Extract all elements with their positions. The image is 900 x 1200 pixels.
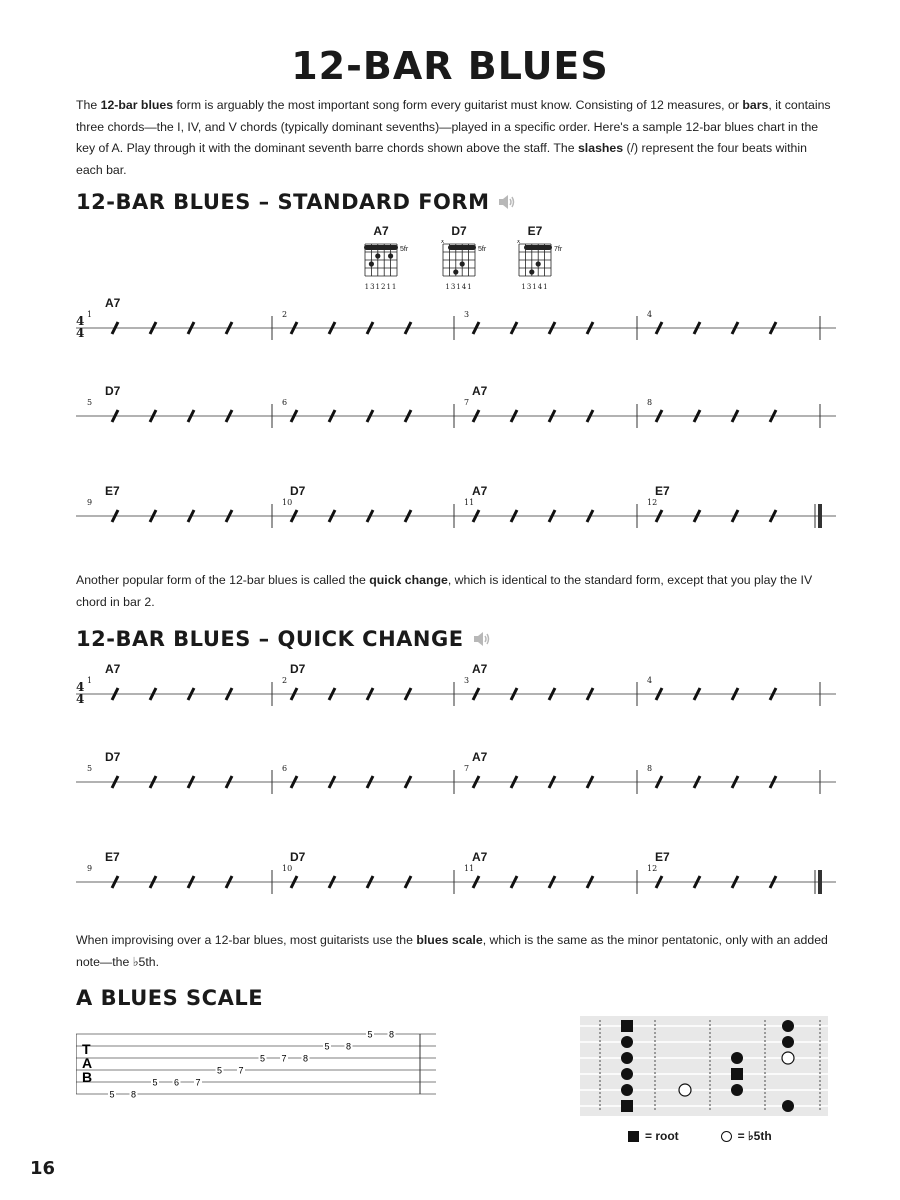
chord-label: D7 xyxy=(105,750,121,764)
tab-note: 7 xyxy=(238,1065,244,1076)
bar-number: 3 xyxy=(464,676,470,685)
staff-row xyxy=(0,396,900,436)
chord-label: A7 xyxy=(472,384,488,398)
bar-number: 6 xyxy=(282,764,288,773)
chord-label: A7 xyxy=(472,662,488,676)
fretboard-legend: = root = ♭5th xyxy=(628,1129,772,1143)
time-signature: 4 4 xyxy=(76,314,85,340)
bar-number: 9 xyxy=(87,498,93,507)
staff-row xyxy=(0,308,900,348)
section-heading-blues-scale: A BLUES SCALE xyxy=(76,986,264,1010)
tab-note: 5 xyxy=(259,1053,266,1064)
chord-label: E7 xyxy=(105,850,120,864)
tab-note: 7 xyxy=(281,1053,287,1064)
bar-number: 8 xyxy=(647,398,653,407)
root-square xyxy=(731,1068,743,1080)
chord-grid xyxy=(362,240,422,282)
bar-number: 5 xyxy=(87,764,93,773)
tab-clef: B xyxy=(82,1069,93,1085)
bar-number: 10 xyxy=(282,864,293,873)
bar-number: 9 xyxy=(87,864,93,873)
root-square xyxy=(621,1020,633,1032)
tab-note: 8 xyxy=(302,1053,309,1064)
bar-number: 2 xyxy=(282,676,288,685)
svg-text:x: x xyxy=(517,240,520,245)
tab-note: 8 xyxy=(388,1030,395,1040)
chord-label: D7 xyxy=(290,662,306,676)
chord-label: E7 xyxy=(105,484,120,498)
tab-note: 5 xyxy=(152,1077,158,1088)
bar-number: 1 xyxy=(87,310,93,319)
bar-number: 11 xyxy=(464,864,475,873)
blues-scale-tab xyxy=(76,1030,436,1100)
bar-number: 6 xyxy=(282,398,288,407)
bar-number: 11 xyxy=(464,498,475,507)
bar-number: 12 xyxy=(647,498,658,507)
bar-number: 12 xyxy=(647,864,658,873)
tab-note: 5 xyxy=(324,1041,330,1052)
bar-number: 3 xyxy=(464,310,470,319)
staff-row xyxy=(0,496,900,536)
root-square xyxy=(621,1100,633,1112)
tab-note: 5 xyxy=(216,1065,223,1076)
chord-label: A7 xyxy=(472,484,488,498)
bar-number: 7 xyxy=(464,398,470,407)
chord-label: E7 xyxy=(655,484,670,498)
tab-clef: A xyxy=(82,1055,93,1071)
time-signature: 4 4 xyxy=(76,680,85,706)
final-barline xyxy=(818,504,822,528)
page-number: 16 xyxy=(30,1158,56,1179)
root-square-icon xyxy=(628,1131,639,1142)
flat5-circle-icon xyxy=(721,1131,732,1142)
chord-diagram-a7: A7 5fr 131211 xyxy=(362,224,422,296)
chord-grid xyxy=(440,240,500,282)
page-title: 12-BAR BLUES xyxy=(291,44,609,88)
chord-label: E7 xyxy=(655,850,670,864)
tab-note: 5 xyxy=(367,1030,373,1040)
tab-note: 8 xyxy=(345,1041,352,1052)
tab-note: 6 xyxy=(173,1077,180,1088)
flat5-circle xyxy=(782,1052,794,1064)
bar-number: 4 xyxy=(647,676,653,685)
chord-diagram-d7: D7 x 5fr 13141 xyxy=(440,224,500,296)
bar-number: 8 xyxy=(647,764,653,773)
section-heading-quick-change: 12-BAR BLUES – QUICK CHANGE xyxy=(76,627,492,651)
section-heading-standard: 12-BAR BLUES – STANDARD FORM xyxy=(76,190,517,214)
speaker-icon[interactable] xyxy=(472,629,492,649)
speaker-icon[interactable] xyxy=(497,192,517,212)
blues-scale-fretboard xyxy=(580,1016,828,1116)
bar-number: 2 xyxy=(282,310,288,319)
intro-paragraph: The 12-bar blues form is arguably the most important song form every guitarist must know. Consisting of 12 measures, or bars, it contains three chords—the I, IV, and V chords (typically dominant sevenths)—played in a specific order. Here's a sample 12-bar blues chart in the key of A. Play through it with the dominant seventh barre chords shown above the staff. The slashes (/) represent the four beats within each bar. xyxy=(76,98,831,177)
chord-label: D7 xyxy=(290,850,306,864)
chord-label: A7 xyxy=(105,296,121,310)
bar-number: 4 xyxy=(647,310,653,319)
svg-text:x: x xyxy=(441,240,444,245)
staff-row xyxy=(0,862,900,902)
chord-label: A7 xyxy=(472,850,488,864)
quick-change-paragraph: Another popular form of the 12-bar blues is called the quick change, which is identical to the standard form, except that you play the IV chord in bar 2. xyxy=(76,573,813,609)
bar-number: 10 xyxy=(282,498,293,507)
chord-label: A7 xyxy=(105,662,121,676)
flat5-circle xyxy=(679,1084,691,1096)
tab-note: 7 xyxy=(195,1077,201,1088)
chord-label: D7 xyxy=(290,484,306,498)
bar-number: 1 xyxy=(87,676,93,685)
staff-row xyxy=(0,674,900,714)
chord-diagram-e7: E7 x 7fr 13141 xyxy=(516,224,576,296)
tab-note: 5 xyxy=(109,1089,115,1100)
final-barline xyxy=(818,870,822,894)
staff-row xyxy=(0,762,900,802)
bar-number: 7 xyxy=(464,764,470,773)
bar-number: 5 xyxy=(87,398,93,407)
improv-paragraph: When improvising over a 12-bar blues, most guitarists use the blues scale, which is the same as the minor pentatonic, only with an added note—the ♭5th. xyxy=(76,933,828,969)
tab-clef: T xyxy=(82,1041,91,1057)
chord-grid xyxy=(516,240,576,282)
chord-label: D7 xyxy=(105,384,121,398)
chord-label: A7 xyxy=(472,750,488,764)
tab-note: 8 xyxy=(130,1089,137,1100)
